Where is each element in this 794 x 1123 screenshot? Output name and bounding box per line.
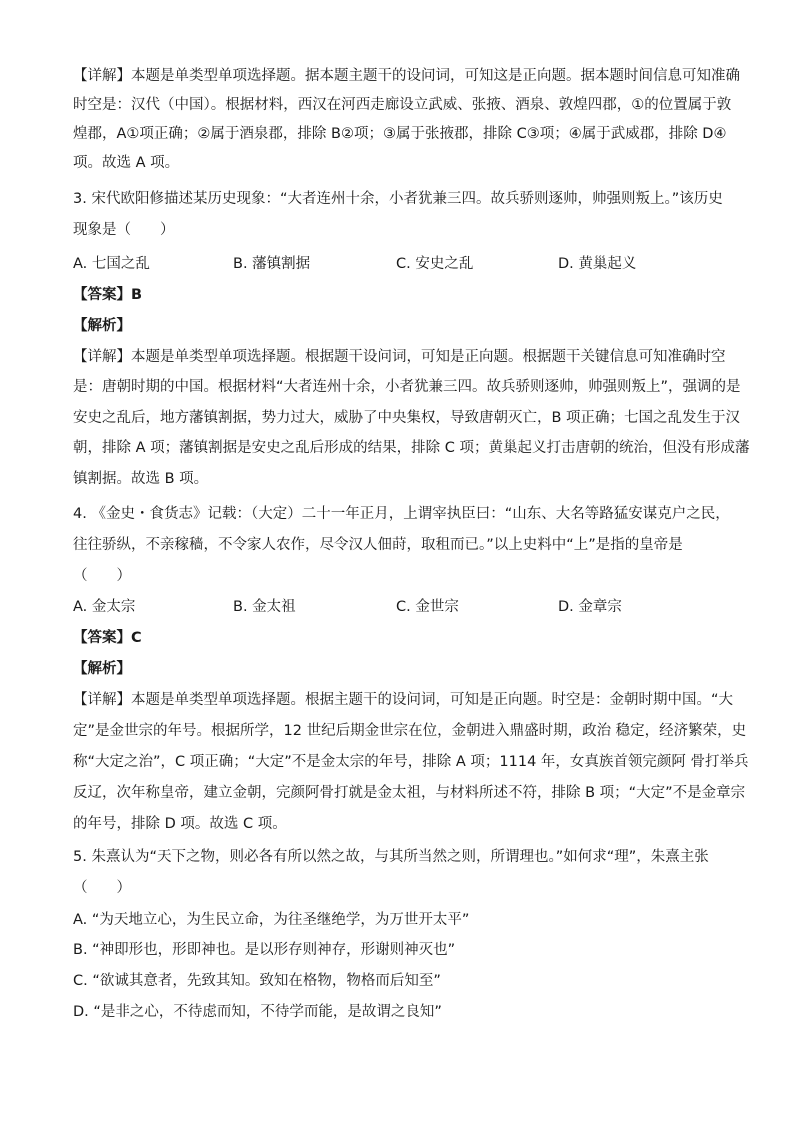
- q5-option-c: C. “欲诚其意者，先致其知。致知在格物，物格而后知至”: [73, 973, 441, 989]
- q4-option-a: A. 金太宗: [73, 599, 136, 615]
- q2-explanation-line-2: 时空是：汉代（中国）。根据材料，西汉在河西走廊设立武威、张掖、酒泉、敦煌四郡，①的位置属于敦: [73, 97, 732, 113]
- q3-stem-line-1: 3. 宋代欧阳修描述某历史现象：“大者连州十余，小者犹兼三四。故兵骄则逐帅，帅强则叛上。”该历史: [73, 191, 723, 207]
- q4-explanation-line-5: 的年号，排除 D 项。故选 C 项。: [73, 816, 287, 832]
- q4-option-d: D. 金章宗: [558, 599, 622, 615]
- q5-option-d: D. “是非之心，不待虑而知，不待学而能，是故谓之良知”: [73, 1004, 442, 1020]
- q3-answer: 【答案】B: [73, 287, 143, 303]
- q3-option-a: A. 七国之乱: [73, 256, 150, 272]
- q3-explanation-line-5: 镇割据。故选 B 项。: [73, 471, 209, 487]
- q4-stem-line-1: 4. 《金史・食货志》记载：（大定）二十一年正月，上谓宰执臣曰：“山东、大名等路猛安谋克户之民，: [73, 506, 730, 522]
- q3-option-d: D. 黄巢起义: [558, 256, 637, 272]
- q2-explanation-line-1: 【详解】本题是单类型单项选择题。据本题主题干的设问词，可知这是正向题。据本题时间信息可知准确: [73, 68, 740, 84]
- q5-stem-line-1: 5. 朱熹认为“天下之物，则必各有所以然之故，与其所当然之则，所谓理也。”如何求“理”，朱熹主张: [73, 849, 709, 865]
- q5-stem-line-2: （ ）: [73, 880, 131, 896]
- q4-analysis-label: 【解析】: [73, 661, 131, 677]
- q3-option-c: C. 安史之乱: [396, 256, 474, 272]
- q3-explanation-line-2: 是：唐朝时期的中国。根据材料“大者连州十余，小者犹兼三四。故兵骄则逐帅，帅强则叛上”，强调的是: [73, 379, 741, 395]
- q4-explanation-line-4: 反辽，次年称皇帝，建立金朝，完颜阿骨打就是金太祖，与材料所述不符，排除 B 项；“大定”不是金章宗: [73, 785, 746, 801]
- q3-explanation-line-1: 【详解】本题是单类型单项选择题。根据题干设问词，可知是正向题。根据题干关键信息可知准确时空: [73, 349, 726, 365]
- q4-stem-line-2: 往往骄纵，不亲稼穑，不令家人农作，尽令汉人佃莳，取租而已。”以上史料中“上”是指的皇帝是: [73, 537, 683, 553]
- q4-explanation-line-3: 称“大定之治”，C 项正确；“大定”不是金太宗的年号，排除 A 项；1114 年，女真族首领完颜阿 骨打举兵: [73, 754, 749, 770]
- q2-explanation-line-3: 煌郡，A①项正确；②属于酒泉郡，排除 B②项；③属于张掖郡，排除 C③项；④属于武威郡，排除 D④: [73, 126, 727, 142]
- q4-explanation-line-1: 【详解】本题是单类型单项选择题。根据主题干的设问词，可知是正向题。时空是：金朝时期中国。“大: [73, 692, 734, 708]
- q3-explanation-line-4: 朝，排除 A 项；藩镇割据是安史之乱后形成的结果，排除 C 项；黄巢起义打击唐朝的统治，但没有形成藩: [73, 440, 750, 456]
- q4-option-b: B. 金太祖: [233, 599, 296, 615]
- q3-option-b: B. 藩镇割据: [233, 256, 311, 272]
- q5-option-b: B. “神即形也，形即神也。是以形存则神存，形谢则神灭也”: [73, 942, 456, 958]
- q4-explanation-line-2: 定”是金世宗的年号。根据所学，12 世纪后期金世宗在位，金朝进入鼎盛时期，政治 稳定，经济繁荣，史: [73, 723, 747, 739]
- q4-option-c: C. 金世宗: [396, 599, 459, 615]
- q3-stem-line-2: 现象是（ ）: [73, 222, 175, 238]
- q5-option-a: A. “为天地立心，为生民立命，为往圣继绝学，为万世开太平”: [73, 912, 470, 928]
- q3-analysis-label: 【解析】: [73, 318, 131, 334]
- q4-answer: 【答案】C: [73, 630, 142, 646]
- q4-stem-line-3: （ ）: [73, 568, 131, 584]
- q3-explanation-line-3: 安史之乱后，地方藩镇割据，势力过大，威胁了中央集权，导致唐朝灭亡，B 项正确；七国之乱发生于汉: [73, 410, 741, 426]
- q2-explanation-line-4: 项。故选 A 项。: [73, 155, 180, 171]
